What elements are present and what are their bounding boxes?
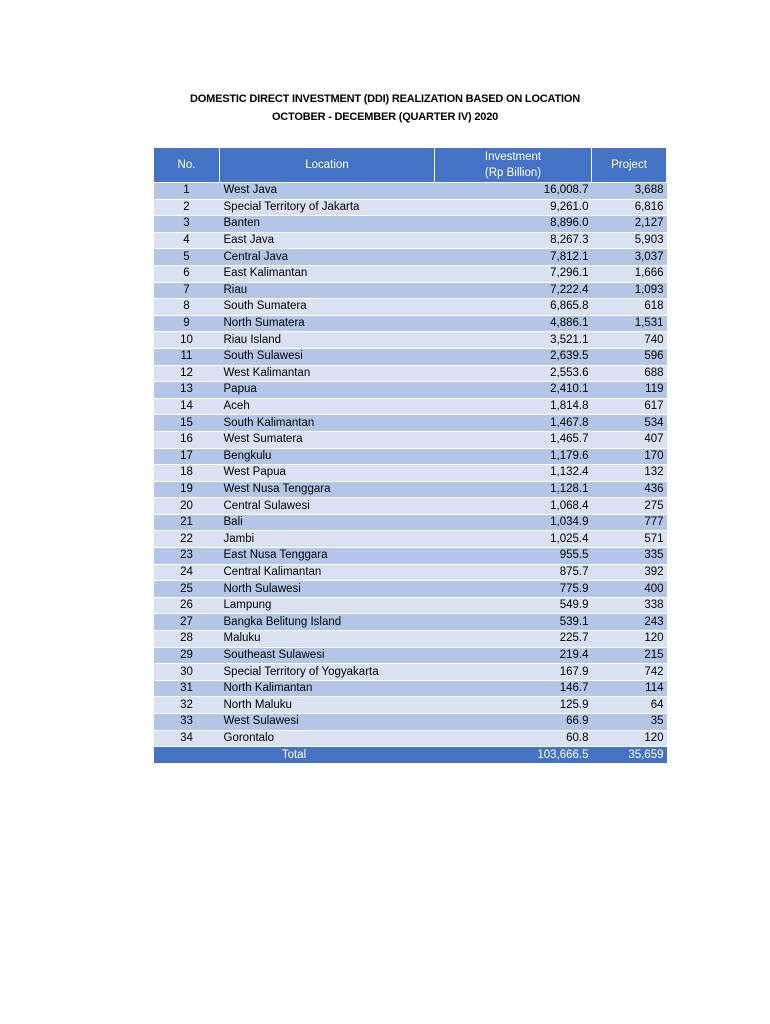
table-row bbox=[154, 548, 667, 565]
table-row bbox=[154, 481, 667, 498]
table-row bbox=[154, 631, 667, 648]
row-investment: 16,008.7 bbox=[435, 183, 592, 200]
row-project: 35 bbox=[592, 714, 667, 731]
row-number: 12 bbox=[154, 365, 220, 382]
row-location: East Kalimantan bbox=[220, 265, 435, 282]
row-location: North Maluku bbox=[220, 697, 435, 714]
row-project: 275 bbox=[592, 498, 667, 515]
row-location: Special Territory of Yogyakarta bbox=[220, 664, 435, 681]
table-row bbox=[154, 365, 667, 382]
row-number: 21 bbox=[154, 514, 220, 531]
row-investment: 1,814.8 bbox=[435, 398, 592, 415]
row-number: 8 bbox=[154, 299, 220, 316]
row-location: Banten bbox=[220, 216, 435, 233]
row-location: Lampung bbox=[220, 597, 435, 614]
row-number: 23 bbox=[154, 548, 220, 565]
row-project: 1,666 bbox=[592, 265, 667, 282]
row-project: 1,531 bbox=[592, 315, 667, 332]
row-project: 436 bbox=[592, 481, 667, 498]
row-project: 6,816 bbox=[592, 199, 667, 216]
row-location: Central Java bbox=[220, 249, 435, 266]
row-location: Bangka Belitung Island bbox=[220, 614, 435, 631]
row-project: 64 bbox=[592, 697, 667, 714]
row-number: 25 bbox=[154, 581, 220, 598]
row-number: 34 bbox=[154, 730, 220, 747]
row-location: East Java bbox=[220, 232, 435, 249]
row-project: 400 bbox=[592, 581, 667, 598]
row-investment: 4,886.1 bbox=[435, 315, 592, 332]
table-row bbox=[154, 498, 667, 515]
table-row bbox=[154, 581, 667, 598]
table-row bbox=[154, 265, 667, 282]
row-project: 571 bbox=[592, 531, 667, 548]
row-location: Central Sulawesi bbox=[220, 498, 435, 515]
document-subtitle: OCTOBER - DECEMBER (QUARTER IV) 2020 bbox=[271, 111, 499, 123]
row-project: 407 bbox=[592, 431, 667, 448]
header-investment bbox=[435, 148, 592, 183]
header-no: No. bbox=[154, 148, 220, 183]
table-row bbox=[154, 597, 667, 614]
row-project: 688 bbox=[592, 365, 667, 382]
row-number: 16 bbox=[154, 431, 220, 448]
row-number: 1 bbox=[154, 183, 220, 200]
table-row bbox=[154, 199, 667, 216]
table-row bbox=[154, 448, 667, 465]
row-location: Southeast Sulawesi bbox=[220, 647, 435, 664]
row-number: 29 bbox=[154, 647, 220, 664]
row-investment: 549.9 bbox=[435, 597, 592, 614]
row-location: West Papua bbox=[220, 465, 435, 482]
total-row bbox=[154, 747, 667, 764]
row-project: 596 bbox=[592, 348, 667, 365]
total-project: 35,659 bbox=[592, 747, 667, 764]
table-row bbox=[154, 531, 667, 548]
row-location: West Sulawesi bbox=[220, 714, 435, 731]
row-project: 5,903 bbox=[592, 232, 667, 249]
table-row bbox=[154, 232, 667, 249]
table-row bbox=[154, 332, 667, 349]
row-number: 7 bbox=[154, 282, 220, 299]
row-investment: 6,865.8 bbox=[435, 299, 592, 316]
row-location: Gorontalo bbox=[220, 730, 435, 747]
table-row bbox=[154, 730, 667, 747]
row-investment: 66.9 bbox=[435, 714, 592, 731]
row-investment: 167.9 bbox=[435, 664, 592, 681]
row-investment: 1,068.4 bbox=[435, 498, 592, 515]
row-number: 18 bbox=[154, 465, 220, 482]
row-investment: 875.7 bbox=[435, 564, 592, 581]
table-row bbox=[154, 514, 667, 531]
row-number: 22 bbox=[154, 531, 220, 548]
row-number: 28 bbox=[154, 631, 220, 648]
row-number: 3 bbox=[154, 216, 220, 233]
row-project: 617 bbox=[592, 398, 667, 415]
row-number: 17 bbox=[154, 448, 220, 465]
row-project: 3,688 bbox=[592, 183, 667, 200]
row-location: Riau Island bbox=[220, 332, 435, 349]
row-investment: 955.5 bbox=[435, 548, 592, 565]
table-row bbox=[154, 664, 667, 681]
table-row bbox=[154, 398, 667, 415]
row-location: South Sulawesi bbox=[220, 348, 435, 365]
row-investment: 7,812.1 bbox=[435, 249, 592, 266]
row-location: Riau bbox=[220, 282, 435, 299]
row-investment: 8,267.3 bbox=[435, 232, 592, 249]
row-location: Special Territory of Jakarta bbox=[220, 199, 435, 216]
row-investment: 1,179.6 bbox=[435, 448, 592, 465]
table-row bbox=[154, 680, 667, 697]
header-investment-unit: (Rp Billion) bbox=[484, 167, 542, 179]
row-investment: 1,128.1 bbox=[435, 481, 592, 498]
table-row bbox=[154, 348, 667, 365]
row-project: 2,127 bbox=[592, 216, 667, 233]
row-project: 335 bbox=[592, 548, 667, 565]
row-number: 20 bbox=[154, 498, 220, 515]
table-row bbox=[154, 714, 667, 731]
row-investment: 7,222.4 bbox=[435, 282, 592, 299]
row-location: Aceh bbox=[220, 398, 435, 415]
row-investment: 146.7 bbox=[435, 680, 592, 697]
row-investment: 539.1 bbox=[435, 614, 592, 631]
row-location: South Kalimantan bbox=[220, 415, 435, 432]
table-row bbox=[154, 614, 667, 631]
row-project: 742 bbox=[592, 664, 667, 681]
row-project: 120 bbox=[592, 631, 667, 648]
row-number: 5 bbox=[154, 249, 220, 266]
row-number: 19 bbox=[154, 481, 220, 498]
row-investment: 225.7 bbox=[435, 631, 592, 648]
row-investment: 1,025.4 bbox=[435, 531, 592, 548]
row-location: North Sumatera bbox=[220, 315, 435, 332]
row-number: 30 bbox=[154, 664, 220, 681]
row-project: 1,093 bbox=[592, 282, 667, 299]
row-project: 618 bbox=[592, 299, 667, 316]
document-title: DOMESTIC DIRECT INVESTMENT (DDI) REALIZATION BASED ON LOCATION bbox=[190, 93, 580, 105]
row-location: Jambi bbox=[220, 531, 435, 548]
row-investment: 1,034.9 bbox=[435, 514, 592, 531]
row-number: 13 bbox=[154, 382, 220, 399]
row-location: Bali bbox=[220, 514, 435, 531]
row-project: 215 bbox=[592, 647, 667, 664]
row-location: North Sulawesi bbox=[220, 581, 435, 598]
row-investment: 2,410.1 bbox=[435, 382, 592, 399]
row-project: 243 bbox=[592, 614, 667, 631]
row-project: 119 bbox=[592, 382, 667, 399]
row-project: 120 bbox=[592, 730, 667, 747]
row-project: 338 bbox=[592, 597, 667, 614]
row-investment: 1,467.8 bbox=[435, 415, 592, 432]
row-project: 534 bbox=[592, 415, 667, 432]
row-project: 170 bbox=[592, 448, 667, 465]
row-number: 6 bbox=[154, 265, 220, 282]
table-row bbox=[154, 299, 667, 316]
header-row bbox=[154, 148, 667, 183]
row-project: 114 bbox=[592, 680, 667, 697]
row-location: Maluku bbox=[220, 631, 435, 648]
row-location: West Nusa Tenggara bbox=[220, 481, 435, 498]
row-investment: 775.9 bbox=[435, 581, 592, 598]
row-investment: 2,639.5 bbox=[435, 348, 592, 365]
row-location: Papua bbox=[220, 382, 435, 399]
row-number: 10 bbox=[154, 332, 220, 349]
row-location: East Nusa Tenggara bbox=[220, 548, 435, 565]
total-label: Total bbox=[154, 747, 435, 764]
table-row bbox=[154, 697, 667, 714]
table-row bbox=[154, 465, 667, 482]
row-number: 11 bbox=[154, 348, 220, 365]
table-row bbox=[154, 315, 667, 332]
row-investment: 3,521.1 bbox=[435, 332, 592, 349]
row-number: 2 bbox=[154, 199, 220, 216]
investment-table bbox=[153, 147, 667, 763]
table-row bbox=[154, 249, 667, 266]
row-investment: 1,132.4 bbox=[435, 465, 592, 482]
row-number: 15 bbox=[154, 415, 220, 432]
row-number: 24 bbox=[154, 564, 220, 581]
table-row bbox=[154, 564, 667, 581]
row-location: West Java bbox=[220, 183, 435, 200]
row-number: 32 bbox=[154, 697, 220, 714]
row-project: 3,037 bbox=[592, 249, 667, 266]
table-row bbox=[154, 431, 667, 448]
row-number: 4 bbox=[154, 232, 220, 249]
row-investment: 219.4 bbox=[435, 647, 592, 664]
row-location: North Kalimantan bbox=[220, 680, 435, 697]
table-row bbox=[154, 382, 667, 399]
row-number: 33 bbox=[154, 714, 220, 731]
row-investment: 1,465.7 bbox=[435, 431, 592, 448]
row-number: 27 bbox=[154, 614, 220, 631]
row-number: 9 bbox=[154, 315, 220, 332]
row-investment: 2,553.6 bbox=[435, 365, 592, 382]
row-number: 26 bbox=[154, 597, 220, 614]
row-location: Central Kalimantan bbox=[220, 564, 435, 581]
row-project: 392 bbox=[592, 564, 667, 581]
table-row bbox=[154, 415, 667, 432]
table-row bbox=[154, 216, 667, 233]
row-number: 31 bbox=[154, 680, 220, 697]
row-investment: 9,261.0 bbox=[435, 199, 592, 216]
row-location: West Kalimantan bbox=[220, 365, 435, 382]
header-location: Location bbox=[220, 148, 435, 183]
row-location: Bengkulu bbox=[220, 448, 435, 465]
row-project: 740 bbox=[592, 332, 667, 349]
row-investment: 8,896.0 bbox=[435, 216, 592, 233]
table-row bbox=[154, 183, 667, 200]
header-project: Project bbox=[592, 148, 667, 183]
row-project: 132 bbox=[592, 465, 667, 482]
row-investment: 7,296.1 bbox=[435, 265, 592, 282]
header-investment-label: Investment bbox=[484, 151, 542, 163]
row-investment: 125.9 bbox=[435, 697, 592, 714]
row-investment: 60.8 bbox=[435, 730, 592, 747]
row-number: 14 bbox=[154, 398, 220, 415]
table-row bbox=[154, 647, 667, 664]
row-location: West Sumatera bbox=[220, 431, 435, 448]
total-investment: 103,666.5 bbox=[435, 747, 592, 764]
row-location: South Sumatera bbox=[220, 299, 435, 316]
row-project: 777 bbox=[592, 514, 667, 531]
table-row bbox=[154, 282, 667, 299]
